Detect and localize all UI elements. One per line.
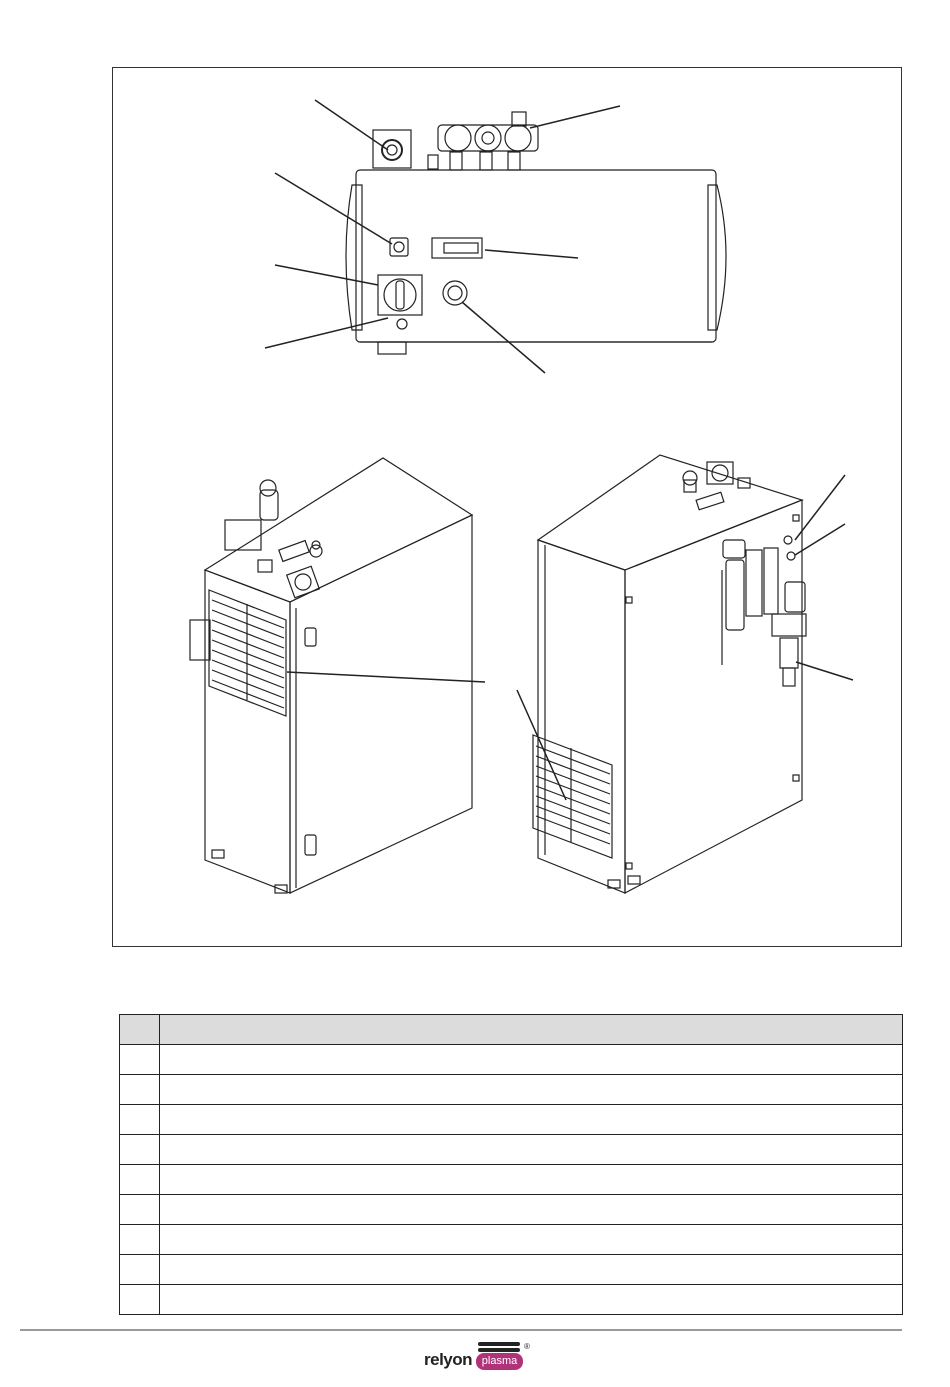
row-number: [120, 1255, 160, 1285]
registered-mark: ®: [524, 1342, 530, 1351]
table-row: [120, 1075, 903, 1105]
row-description: [160, 1045, 903, 1075]
legend-header-row: [120, 1015, 903, 1045]
air-grille-left: [209, 590, 286, 716]
table-row: [120, 1045, 903, 1075]
relyon-plasma-logo: [424, 1342, 534, 1378]
table-row: [120, 1105, 903, 1135]
table-row: [120, 1165, 903, 1195]
row-number: [120, 1045, 160, 1075]
table-row: [120, 1255, 903, 1285]
row-number: [120, 1225, 160, 1255]
row-description: [160, 1255, 903, 1285]
legend-header-description: [160, 1015, 903, 1045]
footer-divider: [20, 1329, 902, 1331]
top-view: [265, 100, 726, 373]
row-number: [120, 1285, 160, 1315]
row-description: [160, 1105, 903, 1135]
row-number: [120, 1135, 160, 1165]
right-handle: [708, 185, 726, 330]
row-description: [160, 1075, 903, 1105]
power-socket: [373, 130, 411, 168]
row-description: [160, 1285, 903, 1315]
row-number: [120, 1195, 160, 1225]
table-row: [120, 1195, 903, 1225]
row-number: [120, 1075, 160, 1105]
rear-right-perspective: [517, 455, 853, 893]
row-description: [160, 1135, 903, 1165]
round-connector: [443, 281, 467, 305]
table-row: [120, 1225, 903, 1255]
logo-word: relyon: [424, 1350, 473, 1369]
row-description: [160, 1195, 903, 1225]
pneumatic-unit: [722, 536, 806, 686]
left-handle: [346, 185, 362, 330]
logo-badge: plasma: [476, 1353, 523, 1370]
legend-table: [119, 1014, 903, 1315]
display-panel: [432, 238, 482, 258]
top-body: [356, 170, 716, 342]
row-number: [120, 1105, 160, 1135]
legend-header-number: [120, 1015, 160, 1045]
table-row: [120, 1285, 903, 1315]
front-left-perspective: [190, 458, 485, 893]
logo-bars-icon: [478, 1342, 520, 1352]
row-description: [160, 1225, 903, 1255]
row-description: [160, 1165, 903, 1195]
reset-button: [390, 238, 408, 256]
row-number: [120, 1165, 160, 1195]
table-row: [120, 1135, 903, 1165]
valve-block: [428, 112, 538, 170]
